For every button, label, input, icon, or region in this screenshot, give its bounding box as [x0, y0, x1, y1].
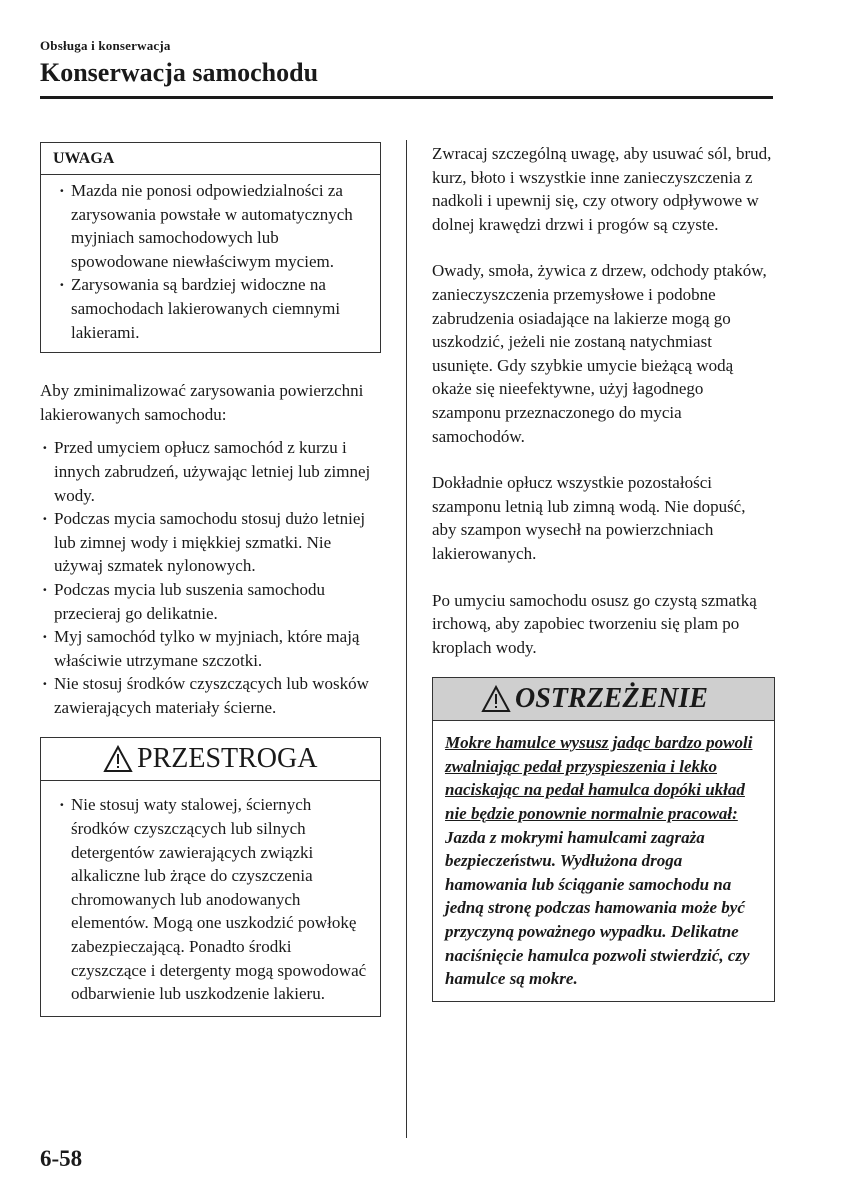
tip-item: · Podczas mycia lub suszenia samochodu przecieraj go delikatnie. — [40, 578, 380, 625]
warning-triangle-icon — [481, 685, 511, 713]
caution-header — [41, 738, 380, 781]
notice-item: · Zarysowania są bardziej widoczne na samochodach lakierowanych ciemnymi lakierami. — [57, 273, 370, 344]
caution-heading: PRZESTROGA — [137, 743, 318, 775]
section-label: Obsługa i konserwacja — [40, 38, 171, 53]
caution-item: · Nie stosuj waty stalowej, ściernych środków czyszczących lub silnych detergentów zawierających związki alkaliczne lub żrące do czyszczenia chromowanych lub anodowanych elementów. Mogą one uszkodzić powłokę zabezpieczającą. Ponadto środki czyszczące i detergenty mogą spowodować odbarwienie lub uszkodzenie lakieru. — [57, 793, 370, 1005]
paragraph: Po umyciu samochodu osusz go czystą szmatką irchową, aby zapobiec tworzeniu się plam po kroplach wody. — [432, 590, 757, 657]
warning-header — [433, 678, 774, 721]
notice-box — [40, 142, 381, 353]
column-divider — [406, 140, 407, 1138]
page-number: 6-58 — [40, 1146, 83, 1171]
intro-paragraph: Aby zminimalizować zarysowania powierzchni lakierowanych samochodu: — [40, 381, 364, 424]
warning-heading: OSTRZEŻENIE — [515, 683, 708, 715]
notice-item: · Mazda nie ponosi odpowiedzialności za zarysowania powstałe w automatycznych myjniach samochodowych lub spowodowane niewłaściwym myciem. — [57, 179, 370, 273]
left-column — [40, 142, 380, 1017]
tips-list — [40, 436, 380, 719]
warning-triangle-icon — [103, 745, 133, 773]
page-title: Konserwacja samochodu — [40, 58, 319, 87]
notice-heading: UWAGA — [41, 143, 380, 175]
warning-lead: Mokre hamulce wysusz jadąc bardzo powoli zwalniając pedał przyspieszenia i lekko naciskając na pedał hamulca dopóki układ nie będzie ponownie normalnie pracował: — [445, 733, 753, 824]
tip-item: · Podczas mycia samochodu stosuj dużo letniej lub zimnej wody i miękkiej szmatki. Nie używaj szmatek nylonowych. — [40, 507, 380, 578]
right-column — [432, 142, 774, 1002]
tip-item: · Myj samochód tylko w myjniach, które mają właściwie utrzymane szczotki. — [40, 625, 380, 672]
tip-item: · Nie stosuj środków czyszczących lub wosków zawierających materiały ścierne. — [40, 672, 380, 719]
warning-detail: Jazda z mokrymi hamulcami zagraża bezpieczeństwu. Wydłużona droga hamowania lub ściąganie samochodu na jedną stronę podczas hamowania może być przyczyną poważnego wypadku. Delikatne naciśnięcie hamulca pozwoli stwierdzić, czy hamulce są mokre. — [445, 827, 750, 989]
title-rule — [40, 96, 773, 99]
tip-item: · Przed umyciem opłucz samochód z kurzu i innych zabrudzeń, używając letniej lub zimnej wody. — [40, 436, 380, 507]
notice-list — [57, 179, 370, 344]
caution-list — [57, 793, 370, 1005]
caution-box — [40, 737, 381, 1016]
paragraph: Owady, smoła, żywica z drzew, odchody ptaków, zanieczyszczenia przemysłowe i podobne zabrudzenia osiadające na lakierze mogą go uszkodzić, jeżeli nie zostaną natychmiast usunięte. Gdy szybkie umycie bieżącą wodą okaże się nieefektywne, użyj łagodnego szamponu przeznaczonego do mycia samochodów. — [432, 261, 767, 446]
warning-box — [432, 677, 775, 1002]
paragraph: Zwracaj szczególną uwagę, aby usuwać sól, brud, kurz, błoto i wszystkie inne zanieczyszczenia z nadkoli i upewnij się, czy otwory odpływowe w dolnej krawędzi drzwi i progów są czyste. — [432, 144, 772, 234]
paragraph: Dokładnie opłucz wszystkie pozostałości szamponu letnią lub zimną wodą. Nie dopuść, aby szampon wysechł na powierzchniach lakierowanych. — [432, 473, 746, 563]
